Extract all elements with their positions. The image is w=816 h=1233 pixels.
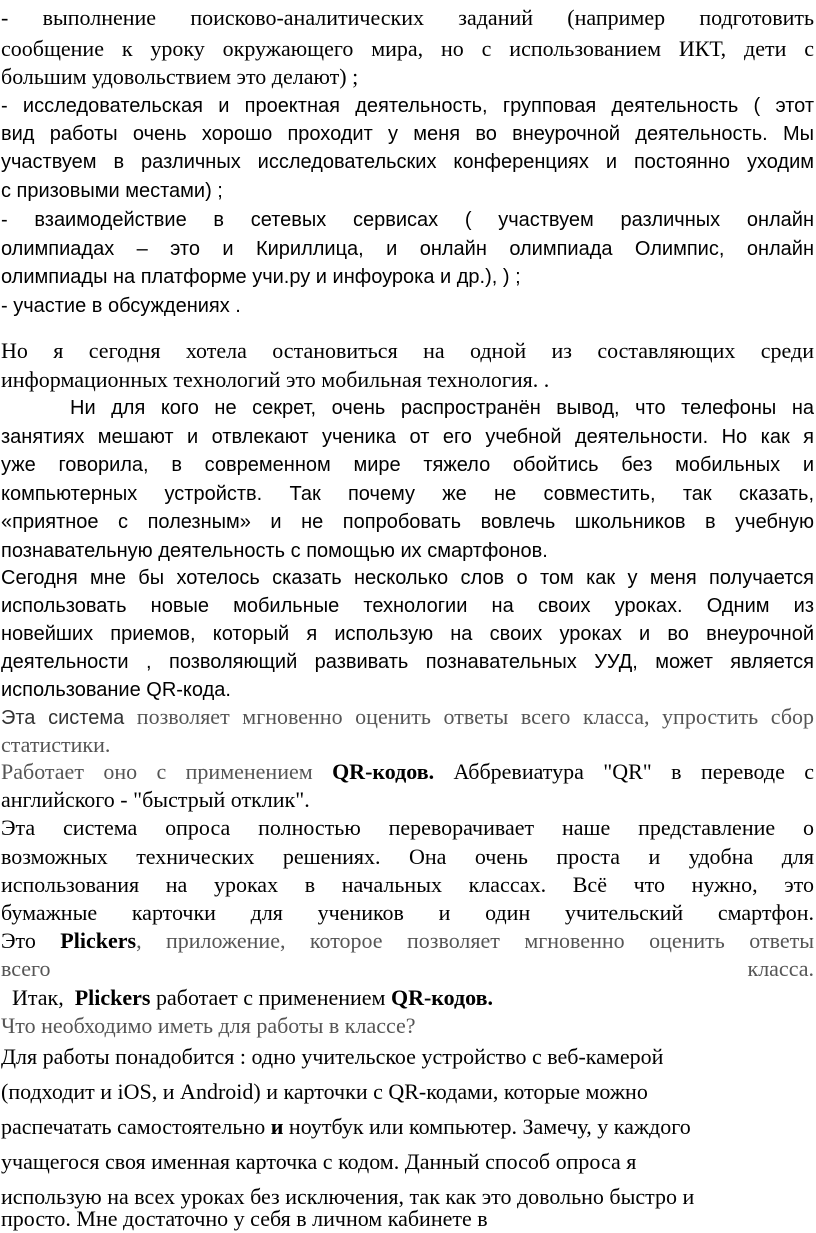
text-line: Но я сегодня хотела остановиться на одной из составляющих среди (1, 338, 814, 363)
text-line: Ни для кого не секрет, очень распространён вывод, что телефоны на (70, 397, 814, 419)
text-line: новейших приемов, который я использую на своих уроках и во внеурочной (1, 623, 814, 645)
text-line: учащегося своя именная карточка с кодом. Данный способ опроса я (1, 1149, 637, 1174)
bold-text: Plickers (60, 928, 137, 953)
text-line: английского - "быстрый отклик". (1, 787, 310, 812)
text-line: - участие в обсуждениях . (1, 295, 241, 317)
text-line: - взаимодействие в сетевых сервисах ( участвуем различных онлайн (1, 209, 814, 231)
text-run: Аббревиатура "QR" в переводе с (434, 759, 814, 784)
text-run: Это (1, 928, 61, 953)
text-run: Итак, (1, 985, 75, 1010)
text-line: возможных технических решениях. Она очень проста и удобна для (1, 844, 814, 869)
text-line: статистики. (1, 732, 111, 757)
bold-text: QR-кодов. (390, 985, 494, 1010)
text-line (1, 955, 814, 983)
text-line: с призовыми местами) ; (1, 180, 223, 202)
text-line (1, 703, 814, 731)
text-line: олимпиады на платформе учи.ру и инфоурока и др.), ) ; (1, 266, 521, 288)
text-line: сообщение к уроку окружающего мира, но с использованием ИКТ, дети с (1, 36, 814, 61)
bold-text: и (270, 1114, 284, 1139)
text-line: просто. Мне достаточно у себя в личном кабинете в (1, 1206, 488, 1231)
text-line: информационных технологий это мобильная технология. . (1, 367, 550, 392)
text-line: компьютерных устройств. Так почему же не совместить, так сказать, (1, 483, 814, 505)
text-line: - исследовательская и проектная деятельность, групповая деятельность ( этот (1, 95, 814, 117)
text-line: познавательную деятельность с помощью их смартфонов. (1, 540, 548, 562)
text-run: ноутбук или компьютер. Замечу, у каждого (283, 1114, 691, 1139)
text-run: Работает оно с применением (1, 759, 333, 784)
text-line (1, 758, 814, 786)
text-line: Эта система опроса полностью переворачивает наше представление о (1, 815, 814, 840)
text-line: Для работы понадобится : одно учительское устройство с веб-камерой (1, 1044, 664, 1069)
text-line: занятиях мешают и отвлекают ученика от его учебной деятельности. Но как я (1, 426, 814, 448)
bold-text: QR-кодов. (332, 759, 435, 784)
text-run: , приложение, которое позволяет мгновенно оценить ответы (136, 928, 814, 953)
text-line: использование QR-кода. (1, 679, 231, 701)
text-line: Что необходимо иметь для работы в классе? (1, 1013, 416, 1038)
text-line (1, 927, 814, 955)
text-line: деятельности , позволяющий развивать познавательных УУД, может является (1, 651, 814, 673)
text-line: (подходит и iOS, и Android) и карточки с QR-кодами, которые можно (1, 1079, 648, 1104)
text-line: вид работы очень хорошо проходит у меня во внеурочной деятельность. Мы (1, 123, 814, 145)
text-line (1, 984, 814, 1012)
text-line: - выполнение поисково-аналитических заданий (например подготовить (1, 5, 814, 30)
text-line: большим удовольствием это делают) ; (1, 64, 359, 89)
text-run: работает с применением (150, 985, 391, 1010)
text-run: класса. (747, 956, 814, 981)
text-line: использования на уроках в начальных классах. Всё что нужно, это (1, 872, 814, 897)
text-line: участвуем в различных исследовательских конференциях и постоянно уходим (1, 151, 814, 173)
text-line: использовать новые мобильные технологии на своих уроках. Одним из (1, 595, 814, 617)
text-run: всего (1, 956, 51, 981)
text-line: использую на всех уроках без исключения, так как это довольно быстро и (1, 1184, 695, 1209)
text-run: позволяет мгновенно оценить ответы всего класса, упростить сбор (124, 704, 815, 729)
text-line: «приятное с полезным» и не попробовать вовлечь школьников в учебную (1, 511, 814, 533)
bold-text: Plickers (74, 985, 151, 1010)
text-run: Эта система (1, 707, 125, 729)
text-line (1, 1110, 814, 1138)
text-run: распечатать самостоятельно (1, 1114, 271, 1139)
text-line: уже говорила, в современном мире тяжело обойтись без мобильных и (1, 454, 814, 476)
text-line: Сегодня мне бы хотелось сказать несколько слов о том как у меня получается (1, 567, 814, 589)
text-line: олимпиадах – это и Кириллица, и онлайн олимпиада Олимпис, онлайн (1, 238, 814, 260)
text-line: бумажные карточки для учеников и один учительский смартфон. (1, 900, 814, 925)
